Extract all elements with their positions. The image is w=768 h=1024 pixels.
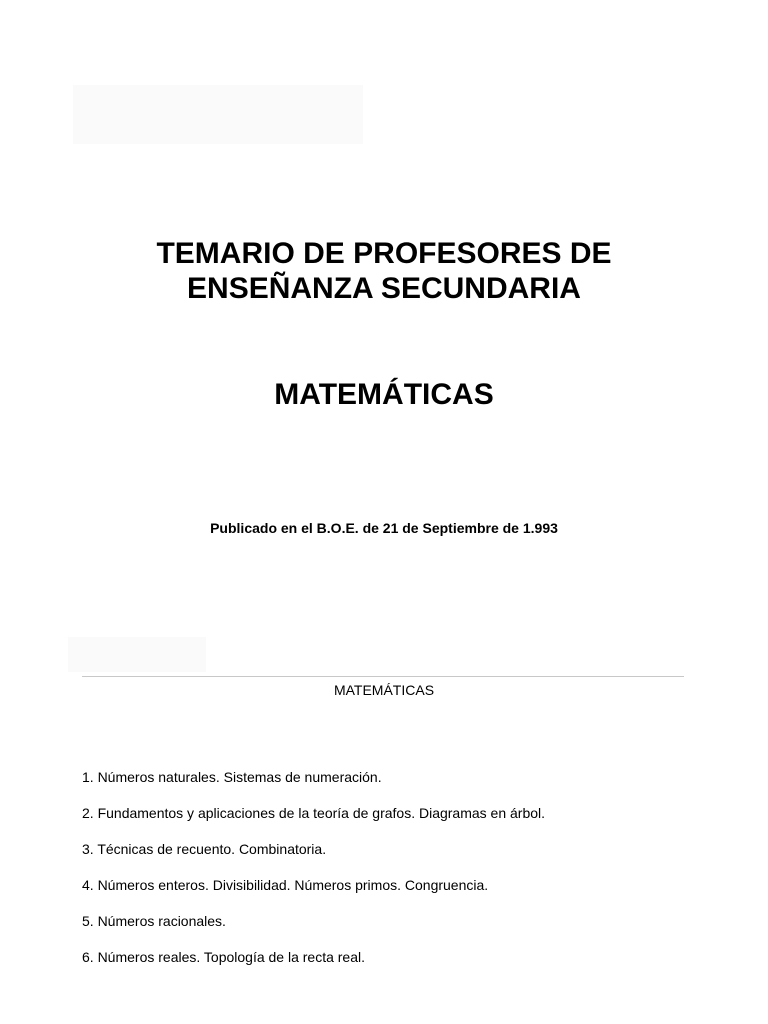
topic-item: 4. Números enteros. Divisibilidad. Números primos. Congruencia. — [82, 877, 489, 893]
title-line-2: ENSEÑANZA SECUNDARIA — [187, 272, 581, 305]
topic-list — [82, 768, 722, 984]
topic-item: 6. Números reales. Topología de la recta real. — [82, 949, 366, 965]
horizontal-rule — [82, 676, 684, 677]
publication-note: Publicado en el B.O.E. de 21 de Septiembre de 1.993 — [210, 520, 558, 536]
topic-item: 2. Fundamentos y aplicaciones de la teoría de grafos. Diagramas en árbol. — [82, 805, 546, 821]
blank-image-placeholder — [73, 85, 363, 144]
topic-item: 5. Números racionales. — [82, 913, 226, 929]
subject-heading: MATEMÁTICAS — [274, 378, 494, 411]
document-title — [0, 236, 768, 306]
topic-item: 1. Números naturales. Sistemas de numeración. — [82, 769, 382, 785]
blank-image-placeholder-2 — [68, 637, 206, 672]
section-heading: MATEMÁTICAS — [333, 682, 435, 698]
topic-item: 3. Técnicas de recuento. Combinatoria. — [82, 841, 327, 857]
title-line-1: TEMARIO DE PROFESORES DE — [156, 237, 612, 270]
